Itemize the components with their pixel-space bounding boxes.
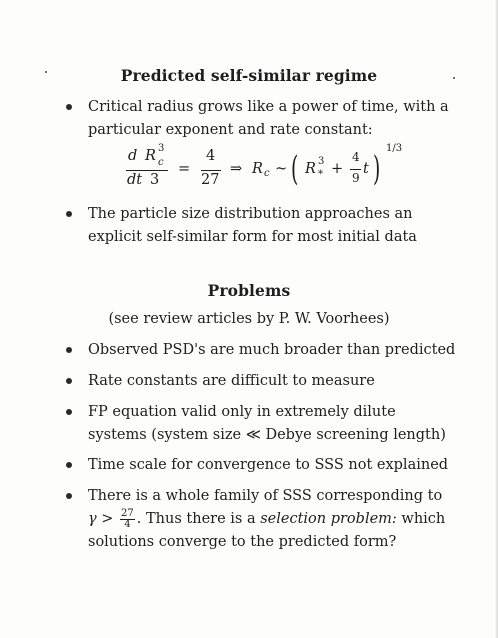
eq-Rc-sub: c <box>264 168 270 179</box>
eq-R: R <box>145 148 156 164</box>
bullet-line: Critical radius grows like a power of time, with a <box>88 99 449 115</box>
emphasis-text: selection problem: <box>260 511 397 527</box>
bullet-line: Rate constants are difficult to measure <box>88 373 375 389</box>
eq-exponent: 1/3 <box>386 143 403 154</box>
eq-nine: 9 <box>352 171 360 185</box>
inline-fraction <box>120 509 135 530</box>
eq-t: t <box>363 161 369 177</box>
fraction-denominator: 4 <box>124 518 131 530</box>
bullet-item <box>66 454 466 477</box>
bullet-dot <box>66 493 72 499</box>
bullet-item <box>66 370 466 393</box>
right-paren: ) <box>372 149 381 189</box>
growth-equation <box>118 140 418 200</box>
eq-twentyseven: 27 <box>201 172 220 188</box>
gamma-symbol: γ <box>88 511 97 527</box>
problems-subtitle: (see review articles by P. W. Voorhees) <box>108 311 390 327</box>
fraction-bar <box>126 170 168 171</box>
fraction-numerator: 27 <box>121 507 134 519</box>
bullet-item <box>66 339 466 362</box>
eq-Rstar-cube: 3 <box>318 156 325 167</box>
eq-cube: 3 <box>158 143 165 154</box>
bullet-line: particular exponent and rate constant: <box>88 122 373 138</box>
bullet-line: FP equation valid only in extremely dilute <box>88 404 396 420</box>
eq-Rstar-sub: * <box>318 169 323 180</box>
bullet-dot <box>66 104 72 110</box>
bullet-line: systems (system size ≪ Debye screening length) <box>88 427 446 443</box>
eq-four-b: 4 <box>352 150 360 164</box>
eq-dt: dt <box>127 172 143 188</box>
eq-equals: = <box>178 161 191 177</box>
bullet-dot <box>66 211 72 217</box>
bullet-item <box>66 96 466 142</box>
greater-than: > <box>101 511 114 527</box>
fraction-bar <box>201 170 221 171</box>
bullet-line: solutions converge to the predicted form? <box>88 534 397 550</box>
eq-c-sub: c <box>158 157 164 168</box>
bullet-line: There is a whole family of SSS corresponding to <box>88 488 443 504</box>
problems-heading: Problems <box>207 281 291 300</box>
bullet-line: explicit self-similar form for most initial data <box>88 229 417 245</box>
bullet-dot <box>66 347 72 353</box>
left-paren: ( <box>290 149 299 189</box>
eq-three: 3 <box>150 172 160 188</box>
bullet-line-text: . Thus there is a <box>136 511 256 527</box>
bullet-item <box>66 401 466 447</box>
eq-four: 4 <box>206 148 216 164</box>
bullet-line: The particle size distribution approaches an <box>88 206 413 222</box>
bullet-dot <box>66 462 72 468</box>
eq-Rc: R <box>252 161 263 177</box>
section-title: Predicted self-similar regime <box>120 66 378 85</box>
bullet-line-text: which <box>401 511 446 527</box>
fraction-bar <box>350 169 361 170</box>
bullet-line <box>88 508 466 531</box>
bullet-dot <box>66 378 72 384</box>
bullet-line: Time scale for convergence to SSS not explained <box>88 457 449 473</box>
bullet-item <box>66 203 466 249</box>
eq-implies: ⇒ <box>230 161 243 177</box>
eq-plus: + <box>331 161 344 177</box>
eq-Rstar: R <box>305 161 316 177</box>
eq-sim: ~ <box>275 161 288 177</box>
bullet-line: Observed PSD's are much broader than predicted <box>88 342 456 358</box>
bullet-dot <box>66 409 72 415</box>
eq-d: d <box>128 148 138 164</box>
bullet-item <box>66 485 466 555</box>
